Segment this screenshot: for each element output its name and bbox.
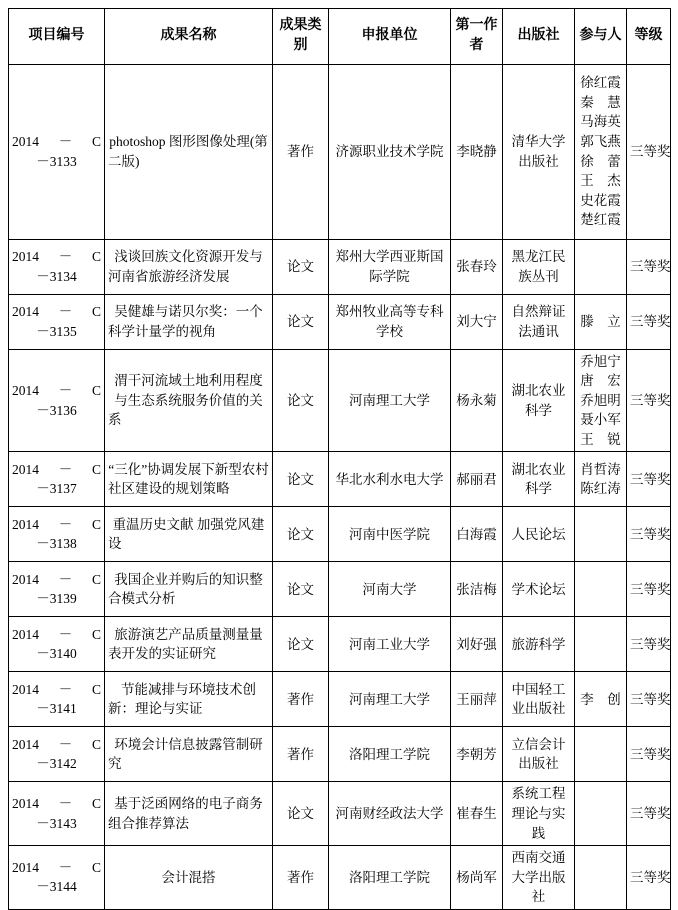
project-id-dash: － <box>58 382 73 398</box>
cell-participants <box>575 452 627 507</box>
cell-type: 论文 <box>273 239 329 294</box>
cell-participants <box>575 672 627 727</box>
cell-first-author: 李朝芳 <box>451 727 503 782</box>
cell-grade: 三等奖 <box>627 507 671 562</box>
project-id-number: －3141 <box>36 701 77 717</box>
participant-name: 徐 蕾 <box>580 153 621 169</box>
table-row <box>9 64 671 239</box>
cell-participants <box>575 727 627 782</box>
cell-project-id <box>9 672 105 727</box>
cell-participants <box>575 507 627 562</box>
project-id-year: 2014 <box>12 382 39 398</box>
participant-name: 徐红霞 <box>580 75 621 91</box>
cell-unit: 河南理工大学 <box>329 349 451 452</box>
cell-title: 节能减排与环境技术创新：理论与实证 <box>105 672 273 727</box>
cell-press: 湖北农业科学 <box>503 349 575 452</box>
cell-press: 湖北农业科学 <box>503 452 575 507</box>
project-id-number: －3135 <box>36 323 77 339</box>
cell-title: 浅谈回族文化资源开发与河南省旅游经济发展 <box>105 239 273 294</box>
cell-unit: 洛阳理工学院 <box>329 846 451 910</box>
table-row <box>9 294 671 349</box>
table-header-row <box>9 9 671 65</box>
project-id-number: －3136 <box>36 402 77 418</box>
project-id-number: －3144 <box>36 879 77 895</box>
cell-first-author: 王丽萍 <box>451 672 503 727</box>
table-row <box>9 239 671 294</box>
cell-unit: 济源职业技术学院 <box>329 64 451 239</box>
cell-title: 吴健雄与诺贝尔奖：一个科学计量学的视角 <box>105 294 273 349</box>
cell-first-author: 张洁梅 <box>451 562 503 617</box>
cell-title: 环境会计信息披露管制研究 <box>105 727 273 782</box>
cell-first-author: 刘大宁 <box>451 294 503 349</box>
cell-participants <box>575 349 627 452</box>
project-id-letter: C <box>91 382 101 398</box>
cell-participants <box>575 239 627 294</box>
column-header-title: 成果名称 <box>105 9 273 65</box>
participant-name: 马海英 <box>580 114 621 130</box>
project-id-dash: － <box>58 304 73 320</box>
project-id-dash: － <box>58 461 73 477</box>
participant-name: 王 锐 <box>580 431 621 447</box>
cell-project-id <box>9 617 105 672</box>
cell-participants <box>575 617 627 672</box>
cell-first-author: 李晓静 <box>451 64 503 239</box>
participant-name: 郭飞燕 <box>580 134 621 150</box>
cell-title: 重温历史文献 加强党风建设 <box>105 507 273 562</box>
project-id-number: －3134 <box>36 268 77 284</box>
project-id-number: －3142 <box>36 756 77 772</box>
cell-grade: 三等奖 <box>627 782 671 846</box>
cell-type: 著作 <box>273 727 329 782</box>
cell-participants <box>575 64 627 239</box>
project-id-year: 2014 <box>12 796 39 812</box>
project-id-dash: － <box>58 249 73 265</box>
cell-grade: 三等奖 <box>627 562 671 617</box>
cell-press: 清华大学出版社 <box>503 64 575 239</box>
cell-project-id <box>9 452 105 507</box>
cell-grade: 三等奖 <box>627 239 671 294</box>
cell-unit: 河南大学 <box>329 562 451 617</box>
cell-type: 著作 <box>273 64 329 239</box>
participant-name: 王 杰 <box>580 173 621 189</box>
cell-project-id <box>9 782 105 846</box>
cell-type: 论文 <box>273 452 329 507</box>
cell-type: 著作 <box>273 846 329 910</box>
column-header-type: 成果类别 <box>273 9 329 65</box>
cell-participants <box>575 294 627 349</box>
column-header-project-id: 项目编号 <box>9 9 105 65</box>
column-header-participants: 参与人 <box>575 9 627 65</box>
project-id-year: 2014 <box>12 304 39 320</box>
participant-name: 李 创 <box>580 691 621 707</box>
participant-name: 唐 宏 <box>580 373 621 389</box>
project-id-year: 2014 <box>12 859 39 875</box>
cell-press: 西南交通大学出版社 <box>503 846 575 910</box>
cell-press: 立信会计出版社 <box>503 727 575 782</box>
table-row <box>9 452 671 507</box>
cell-type: 论文 <box>273 782 329 846</box>
table-row <box>9 782 671 846</box>
cell-first-author: 郝丽君 <box>451 452 503 507</box>
participant-name: 秦 慧 <box>580 94 621 110</box>
cell-title: “三化”协调发展下新型农村社区建设的规划策略 <box>105 452 273 507</box>
column-header-grade: 等级 <box>627 9 671 65</box>
table-row <box>9 672 671 727</box>
cell-first-author: 张春玲 <box>451 239 503 294</box>
project-id-number: －3143 <box>36 815 77 831</box>
participant-name: 滕 立 <box>580 313 621 329</box>
cell-grade: 三等奖 <box>627 846 671 910</box>
cell-project-id <box>9 294 105 349</box>
table-row <box>9 846 671 910</box>
project-id-letter: C <box>91 461 101 477</box>
project-id-dash: － <box>58 681 73 697</box>
column-header-press: 出版社 <box>503 9 575 65</box>
project-id-year: 2014 <box>12 461 39 477</box>
cell-first-author: 刘好强 <box>451 617 503 672</box>
cell-press: 黑龙江民族丛刊 <box>503 239 575 294</box>
cell-unit: 华北水利水电大学 <box>329 452 451 507</box>
participant-name: 史花霞 <box>580 192 621 208</box>
cell-title: 我国企业并购后的知识整合模式分析 <box>105 562 273 617</box>
cell-unit: 洛阳理工学院 <box>329 727 451 782</box>
cell-press: 人民论坛 <box>503 507 575 562</box>
cell-grade: 三等奖 <box>627 617 671 672</box>
cell-title: 渭干河流域土地利用程度与生态系统服务价值的关系 <box>105 349 273 452</box>
project-id-letter: C <box>91 304 101 320</box>
cell-type: 论文 <box>273 294 329 349</box>
cell-grade: 三等奖 <box>627 727 671 782</box>
project-id-dash: － <box>58 134 73 150</box>
table-row <box>9 507 671 562</box>
project-id-year: 2014 <box>12 681 39 697</box>
participant-name: 聂小军 <box>580 412 621 428</box>
cell-unit: 河南财经政法大学 <box>329 782 451 846</box>
cell-first-author: 杨永菊 <box>451 349 503 452</box>
project-id-number: －3133 <box>36 153 77 169</box>
project-id-letter: C <box>91 859 101 875</box>
cell-press: 自然辩证法通讯 <box>503 294 575 349</box>
cell-title: 基于泛函网络的电子商务组合推荐算法 <box>105 782 273 846</box>
project-id-year: 2014 <box>12 626 39 642</box>
project-id-letter: C <box>91 571 101 587</box>
cell-press: 系统工程理论与实践 <box>503 782 575 846</box>
cell-project-id <box>9 507 105 562</box>
cell-project-id <box>9 64 105 239</box>
project-id-dash: － <box>58 626 73 642</box>
project-id-dash: － <box>58 796 73 812</box>
project-id-year: 2014 <box>12 249 39 265</box>
cell-press: 旅游科学 <box>503 617 575 672</box>
project-id-year: 2014 <box>12 516 39 532</box>
cell-unit: 河南中医学院 <box>329 507 451 562</box>
awards-table <box>8 8 671 910</box>
column-header-unit: 申报单位 <box>329 9 451 65</box>
cell-unit: 河南理工大学 <box>329 672 451 727</box>
participant-name: 肖哲涛 <box>580 461 621 477</box>
table-row <box>9 562 671 617</box>
cell-participants <box>575 846 627 910</box>
cell-participants <box>575 562 627 617</box>
project-id-dash: － <box>58 859 73 875</box>
cell-type: 论文 <box>273 617 329 672</box>
cell-grade: 三等奖 <box>627 349 671 452</box>
table-row <box>9 349 671 452</box>
cell-grade: 三等奖 <box>627 294 671 349</box>
cell-project-id <box>9 349 105 452</box>
participant-name: 楚红霞 <box>580 212 621 228</box>
cell-project-id <box>9 846 105 910</box>
project-id-year: 2014 <box>12 736 39 752</box>
project-id-letter: C <box>91 134 101 150</box>
project-id-letter: C <box>91 626 101 642</box>
project-id-letter: C <box>91 249 101 265</box>
column-header-first-author: 第一作者 <box>451 9 503 65</box>
project-id-number: －3138 <box>36 536 77 552</box>
table-row <box>9 617 671 672</box>
participant-name: 乔旭明 <box>580 392 621 408</box>
cell-title: photoshop 图形图像处理(第二版) <box>105 64 273 239</box>
cell-project-id <box>9 239 105 294</box>
cell-grade: 三等奖 <box>627 452 671 507</box>
project-id-letter: C <box>91 516 101 532</box>
participant-name: 乔旭宁 <box>580 353 621 369</box>
project-id-year: 2014 <box>12 571 39 587</box>
cell-grade: 三等奖 <box>627 672 671 727</box>
cell-type: 著作 <box>273 672 329 727</box>
cell-unit: 郑州牧业高等专科学校 <box>329 294 451 349</box>
cell-project-id <box>9 727 105 782</box>
table-row <box>9 727 671 782</box>
project-id-letter: C <box>91 796 101 812</box>
cell-press: 学术论坛 <box>503 562 575 617</box>
cell-type: 论文 <box>273 507 329 562</box>
project-id-letter: C <box>91 736 101 752</box>
cell-first-author: 崔春生 <box>451 782 503 846</box>
project-id-number: －3139 <box>36 591 77 607</box>
cell-press: 中国轻工业出版社 <box>503 672 575 727</box>
project-id-dash: － <box>58 571 73 587</box>
cell-unit: 郑州大学西亚斯国际学院 <box>329 239 451 294</box>
project-id-number: －3137 <box>36 481 77 497</box>
cell-first-author: 白海霞 <box>451 507 503 562</box>
project-id-dash: － <box>58 516 73 532</box>
project-id-number: －3140 <box>36 646 77 662</box>
cell-type: 论文 <box>273 349 329 452</box>
cell-participants <box>575 782 627 846</box>
project-id-dash: － <box>58 736 73 752</box>
cell-project-id <box>9 562 105 617</box>
cell-grade: 三等奖 <box>627 64 671 239</box>
cell-title: 旅游演艺产品质量测量量表开发的实证研究 <box>105 617 273 672</box>
cell-first-author: 杨尚军 <box>451 846 503 910</box>
cell-title: 会计混搭 <box>105 846 273 910</box>
cell-unit: 河南工业大学 <box>329 617 451 672</box>
project-id-year: 2014 <box>12 134 39 150</box>
cell-type: 论文 <box>273 562 329 617</box>
participant-name: 陈红涛 <box>580 481 621 497</box>
project-id-letter: C <box>91 681 101 697</box>
